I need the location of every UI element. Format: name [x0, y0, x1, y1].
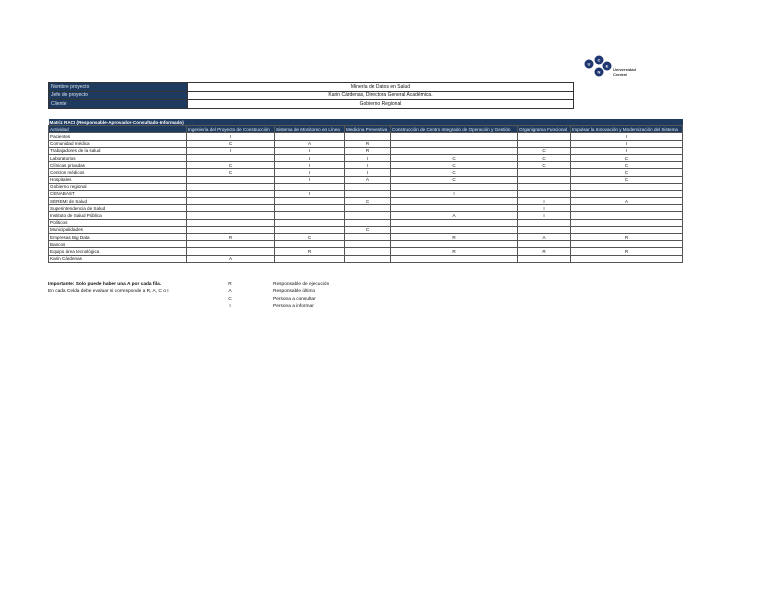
raci-cell[interactable]: I [571, 140, 683, 147]
raci-cell[interactable]: R [391, 234, 518, 241]
raci-cell[interactable] [345, 234, 391, 241]
raci-cell[interactable]: C [391, 162, 518, 169]
matrix-title: Matriz RACI (Responsable-Aprovador-Consultado-Informado) [49, 119, 275, 126]
raci-cell[interactable] [571, 219, 683, 226]
legend-meaning: Responsable de ejecución [273, 282, 330, 287]
raci-cell[interactable] [391, 255, 518, 262]
raci-cell[interactable]: C [345, 226, 391, 233]
raci-cell[interactable] [187, 219, 275, 226]
stakeholder-name: Karin Cárdenas [49, 255, 187, 262]
raci-cell[interactable] [187, 205, 275, 212]
raci-cell[interactable]: I [345, 169, 391, 176]
stakeholder-name: Bancos [49, 241, 187, 248]
raci-cell[interactable]: C [571, 169, 683, 176]
raci-cell[interactable] [391, 205, 518, 212]
matrix-row [49, 212, 683, 219]
raci-cell[interactable] [391, 133, 518, 140]
info-label: Jefe de proyecto [49, 91, 188, 100]
raci-cell[interactable] [518, 219, 571, 226]
matrix-title-row [49, 119, 683, 126]
raci-cell[interactable]: I [571, 147, 683, 154]
raci-cell[interactable]: I [275, 154, 345, 161]
raci-cell[interactable]: C [391, 176, 518, 183]
info-row [49, 91, 574, 100]
stakeholder-name: Instituto de Salud Pública [49, 212, 187, 219]
legend-meaning: Responsable último [273, 289, 316, 295]
raci-cell[interactable]: A [571, 198, 683, 205]
raci-cell[interactable] [391, 226, 518, 233]
matrix-row [49, 190, 683, 197]
raci-cell[interactable]: C [518, 162, 571, 169]
matrix-title-fill [275, 119, 683, 126]
stakeholder-name: Municipalidades [49, 226, 187, 233]
raci-cell[interactable]: I [518, 212, 571, 219]
logo-line-2: Central [613, 72, 627, 77]
matrix-row [49, 133, 683, 140]
instruction-note: En cada Celda debe evaluar si corresponde a R, A, C o I [48, 289, 169, 295]
raci-cell[interactable]: I [571, 133, 683, 140]
raci-cell[interactable]: R [345, 140, 391, 147]
raci-cell[interactable]: I [345, 154, 391, 161]
stakeholder-name: CENABAST [49, 190, 187, 197]
raci-cell[interactable] [345, 219, 391, 226]
raci-cell[interactable]: R [187, 234, 275, 241]
actividad-header: Actividad [49, 126, 187, 133]
raci-cell[interactable] [187, 190, 275, 197]
raci-cell[interactable] [518, 176, 571, 183]
raci-cell[interactable] [187, 176, 275, 183]
raci-cell[interactable] [571, 255, 683, 262]
raci-cell[interactable]: I [275, 169, 345, 176]
matrix-row [49, 169, 683, 176]
logo-letter-u: U [587, 61, 591, 67]
raci-cell[interactable]: C [571, 162, 683, 169]
activity-header: Medicina Preventiva [345, 126, 391, 133]
stakeholder-name: Trabajadores de la salud [49, 147, 187, 154]
raci-cell[interactable] [391, 140, 518, 147]
raci-cell[interactable]: I [391, 190, 518, 197]
legend-letters [227, 281, 233, 311]
raci-cell[interactable]: R [275, 248, 345, 255]
info-row [49, 83, 574, 92]
raci-cell[interactable] [275, 226, 345, 233]
matrix-row [49, 255, 683, 262]
raci-cell[interactable] [275, 241, 345, 248]
raci-cell[interactable] [391, 183, 518, 190]
legend-meanings [273, 281, 329, 311]
raci-cell[interactable] [518, 241, 571, 248]
matrix-row [49, 241, 683, 248]
matrix-row [49, 183, 683, 190]
matrix-row [49, 176, 683, 183]
raci-matrix-table [48, 119, 683, 263]
raci-cell[interactable]: A [345, 176, 391, 183]
logo-letter-c: C [597, 57, 601, 63]
raci-cell[interactable]: C [187, 162, 275, 169]
stakeholder-name: Pacientes [49, 133, 187, 140]
raci-cell[interactable] [345, 133, 391, 140]
raci-cell[interactable] [345, 255, 391, 262]
raci-cell[interactable]: C [391, 154, 518, 161]
raci-cell[interactable] [275, 133, 345, 140]
legend-letter: C [228, 296, 232, 302]
legend-notes [48, 281, 169, 296]
raci-cell[interactable] [345, 248, 391, 255]
raci-cell[interactable]: C [518, 154, 571, 161]
raci-cell[interactable]: R [345, 147, 391, 154]
matrix-row [49, 147, 683, 154]
raci-cell[interactable]: C [187, 140, 275, 147]
raci-cell[interactable] [518, 140, 571, 147]
raci-cell[interactable] [275, 219, 345, 226]
project-info-table [48, 82, 574, 109]
raci-cell[interactable] [391, 219, 518, 226]
raci-cell[interactable]: I [187, 147, 275, 154]
matrix-row [49, 154, 683, 161]
matrix-row [49, 162, 683, 169]
raci-cell[interactable] [518, 183, 571, 190]
matrix-row [49, 205, 683, 212]
raci-cell[interactable] [391, 241, 518, 248]
raci-cell[interactable] [275, 212, 345, 219]
activity-header: Organigrama Funcional [518, 126, 571, 133]
raci-cell[interactable] [187, 212, 275, 219]
raci-cell[interactable] [275, 198, 345, 205]
raci-cell[interactable] [345, 183, 391, 190]
stakeholder-name: Equipo área tecnológica [49, 248, 187, 255]
raci-cell[interactable]: R [571, 234, 683, 241]
raci-cell[interactable]: I [275, 162, 345, 169]
info-value[interactable]: Gobierno Regional [188, 100, 574, 109]
raci-cell[interactable]: A [187, 255, 275, 262]
stakeholder-name: Comunidad médica [49, 140, 187, 147]
matrix-row [49, 219, 683, 226]
activity-header: Impulsar la Innovación y Modernización del Sistema [571, 126, 683, 133]
raci-cell[interactable]: C [571, 176, 683, 183]
raci-cell[interactable]: I [275, 147, 345, 154]
raci-cell[interactable] [345, 212, 391, 219]
legend-letter: A [228, 289, 232, 295]
raci-cell[interactable] [518, 226, 571, 233]
matrix-row [49, 248, 683, 255]
matrix-row [49, 226, 683, 233]
raci-cell[interactable] [187, 154, 275, 161]
raci-cell[interactable]: I [518, 198, 571, 205]
matrix-header-row [49, 126, 683, 133]
matrix-row [49, 198, 683, 205]
raci-cell[interactable] [187, 226, 275, 233]
info-label: Nombre proyecto [49, 83, 188, 92]
stakeholder-name: Laboratorios [49, 154, 187, 161]
raci-cell[interactable] [187, 241, 275, 248]
raci-cell[interactable] [571, 205, 683, 212]
raci-cell[interactable]: A [275, 140, 345, 147]
raci-cell[interactable] [391, 147, 518, 154]
raci-cell[interactable]: R [518, 248, 571, 255]
raci-cell[interactable]: C [518, 147, 571, 154]
raci-cell[interactable] [275, 183, 345, 190]
raci-cell[interactable]: I [275, 176, 345, 183]
raci-cell[interactable] [571, 190, 683, 197]
raci-cell[interactable]: A [518, 234, 571, 241]
raci-cell[interactable]: R [391, 248, 518, 255]
raci-cell[interactable] [187, 248, 275, 255]
activity-header: Sistema de Monitoreo en Línea [275, 126, 345, 133]
raci-cell[interactable] [571, 212, 683, 219]
legend-letter: R [228, 282, 232, 287]
raci-cell[interactable] [275, 205, 345, 212]
raci-cell[interactable] [187, 198, 275, 205]
stakeholder-name: Centros médicos [49, 169, 187, 176]
raci-cell[interactable]: I [275, 190, 345, 197]
raci-cell[interactable]: A [391, 212, 518, 219]
stakeholder-name: Clínicas privadas [49, 162, 187, 169]
stakeholder-name: Políticos [49, 219, 187, 226]
info-value[interactable]: Karin Cárdenas, Directora General Académica. [188, 91, 574, 100]
raci-cell[interactable] [518, 255, 571, 262]
raci-cell[interactable] [518, 133, 571, 140]
logo-text [613, 67, 636, 77]
raci-cell[interactable]: I [345, 162, 391, 169]
raci-cell[interactable]: C [391, 169, 518, 176]
raci-cell[interactable] [571, 183, 683, 190]
raci-cell[interactable] [518, 169, 571, 176]
raci-cell[interactable] [345, 205, 391, 212]
raci-cell[interactable]: C [275, 234, 345, 241]
stakeholder-name: Superintendencia de Salud [49, 205, 187, 212]
raci-cell[interactable] [345, 190, 391, 197]
legend-letter: I [229, 304, 231, 310]
logo-letter-e: E [605, 63, 609, 69]
raci-cell[interactable] [187, 183, 275, 190]
raci-cell[interactable] [391, 198, 518, 205]
matrix-row [49, 234, 683, 241]
raci-cell[interactable] [345, 241, 391, 248]
stakeholder-name: SEREMI de Salud [49, 198, 187, 205]
raci-cell[interactable]: C [345, 198, 391, 205]
legend-meaning: Persona a consultar [273, 296, 316, 302]
info-value[interactable]: Minería de Datos en Salud [188, 83, 574, 92]
stakeholder-name: Empresas Big Data [49, 234, 187, 241]
matrix-row [49, 140, 683, 147]
info-row [49, 100, 574, 109]
raci-cell[interactable]: C [187, 169, 275, 176]
stakeholder-name: Gobierno regional [49, 183, 187, 190]
raci-cell[interactable]: I [518, 205, 571, 212]
raci-cell[interactable] [518, 190, 571, 197]
important-note: Importante: Solo puede haber una A por cada fila. [48, 282, 162, 287]
logo-letter-n: N [597, 69, 601, 75]
legend-meaning: Persona a informar [273, 304, 314, 310]
logo-line-1: Universidad [613, 67, 636, 72]
raci-cell[interactable]: C [571, 154, 683, 161]
info-label: Cliente [49, 100, 188, 109]
activity-header: Construcción de Centro Integrado de Operación y Gestión [391, 126, 518, 133]
raci-cell[interactable] [571, 226, 683, 233]
raci-cell[interactable]: I [187, 133, 275, 140]
raci-cell[interactable]: R [571, 248, 683, 255]
raci-cell[interactable] [571, 241, 683, 248]
stakeholder-name: Hospitales [49, 176, 187, 183]
activity-header: Ingeniería del Proyecto de Construcción [187, 126, 275, 133]
raci-cell[interactable] [275, 255, 345, 262]
